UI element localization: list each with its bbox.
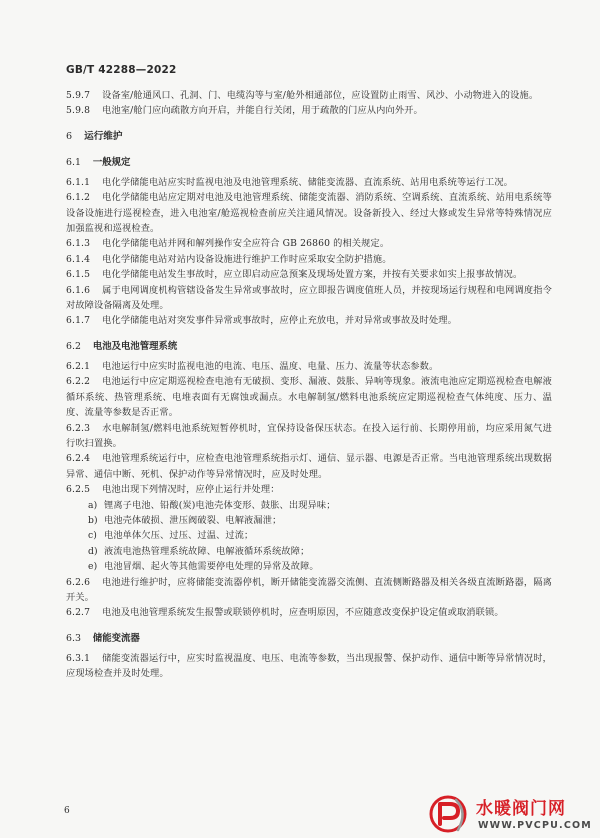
clause-6-1-7: 6.1.7 电化学储能电站对突发事件异常或事故时，应停止充放电，并对异常或事故及时处理。 [66, 315, 457, 327]
clause-6-2-1: 6.2.1 电池运行中应实时监视电池的电流、电压、温度、电量、压力、流量等状态参数。 [66, 360, 439, 372]
clause-6-2-5: 6.2.5 电池出现下列情况时，应停止运行并处理： [66, 484, 280, 496]
clause-6-1-2: 6.1.2 电化学储能电站应定期对电池及电池管理系统、储能变流器、消防系统、空调系统、直流系统、站用电系统等设备设施进行巡视检查，进入电池室/舱巡视检查前应关注通风情况。设备新投入、经过大修或发生异常等特殊情况应加强监视和巡视检查。 [66, 192, 552, 235]
clause-6-1-1: 6.1.1 电化学储能电站应实时监视电池及电池管理系统、储能变流器、直流系统、站用电系统等运行工况。 [66, 176, 513, 188]
section-6-2-heading: 6.2 电池及电池管理系统 [66, 340, 178, 352]
clause-6-2-6: 6.2.6 电池进行维护时，应将储能变流器停机，断开储能变流器交流侧、直流侧断路器及相关各级直流断路器，隔离开关。 [66, 576, 552, 603]
clause-5-9-8: 5.9.8 电池室/舱门应向疏散方向开启，并能自行关闭，用于疏散的门应从内向外开。 [66, 105, 423, 117]
list-item: d) 液流电池热管理系统故障、电解液循环系统故障； [88, 545, 310, 557]
site-watermark [428, 790, 600, 838]
list-item: a) 锂离子电池、铅酸(炭)电池壳体变形、鼓胀、出现异味； [88, 499, 336, 511]
watermark-url: WWW.PVCPU.COM [478, 820, 592, 831]
list-item: e) 电池冒烟、起火等其他需要停电处理的异常及故障。 [88, 561, 319, 573]
clause-6-2-7: 6.2.7 电池及电池管理系统发生报警或联锁停机时，应查明原因，不应随意改变保护设定值或取消联锁。 [66, 607, 504, 619]
clause-6-2-4: 6.2.4 电池管理系统运行中，应检查电池管理系统指示灯、通信、显示器、电源是否正常。当电池管理系统出现数据异常、通信中断、死机、保护动作等异常情况时，应及时处理。 [66, 453, 552, 480]
section-6-1-heading: 6.1 一般规定 [66, 156, 131, 168]
clause-6-1-5: 6.1.5 电化学储能电站发生事故时，应立即启动应急预案及现场处置方案，并按有关要求如实上报事故情况。 [66, 269, 523, 281]
standard-code: GB/T 42288—2022 [66, 64, 177, 76]
clause-6-3-1: 6.3.1 储能变流器运行中，应实时监视温度、电压、电流等参数，当出现报警、保护动作、通信中断等异常情况时，应现场检查并及时处理。 [66, 652, 552, 680]
document-body [66, 88, 552, 682]
clause-6-1-4: 6.1.4 电化学储能电站对站内设备设施进行维护工作时应采取安全防护措施。 [66, 253, 392, 265]
list-item: b) 电池壳体破损、泄压阀破裂、电解液漏泄； [88, 514, 282, 526]
list-item: c) 电池单体欠压、过压、过温、过流； [88, 530, 254, 542]
page-number: 6 [64, 806, 70, 816]
section-6-3-heading: 6.3 储能变流器 [66, 632, 140, 644]
brand-logo-icon [428, 792, 472, 836]
watermark-title: 水暖阀门网 [476, 799, 566, 819]
clause-6-2-2: 6.2.2 电池运行中应定期巡视检查电池有无破损、变形、漏液、鼓胀、异响等现象。液流电池应定期巡视检查电解液循环系统、热管理系统、电堆表面有无腐蚀或漏点。水电解制氢/燃料电池系统应定期巡视检查气体纯度、压力、温度、流量等参数是否正常。 [66, 376, 552, 419]
clause-6-2-3: 6.2.3 水电解制氢/燃料电池系统短暂停机时，宜保持设备保压状态。在投入运行前、长期停用前，均应采用氮气进行吹扫置换。 [66, 422, 552, 449]
clause-6-1-3: 6.1.3 电化学储能电站并网和解列操作安全应符合 GB 26860 的相关规定。 [66, 238, 390, 250]
section-6-heading: 6 运行维护 [66, 130, 123, 142]
clause-5-9-7: 5.9.7 设备室/舱通风口、孔洞、门、电缆沟等与室/舱外相通部位，应设置防止雨雪、风沙、小动物进入的设施。 [66, 90, 539, 101]
clause-6-1-6: 6.1.6 属于电网调度机构管辖设备发生异常或事故时，应立即报告调度值班人员，并按现场运行规程和电网调度指令对故障设备隔离及处理。 [66, 284, 552, 312]
